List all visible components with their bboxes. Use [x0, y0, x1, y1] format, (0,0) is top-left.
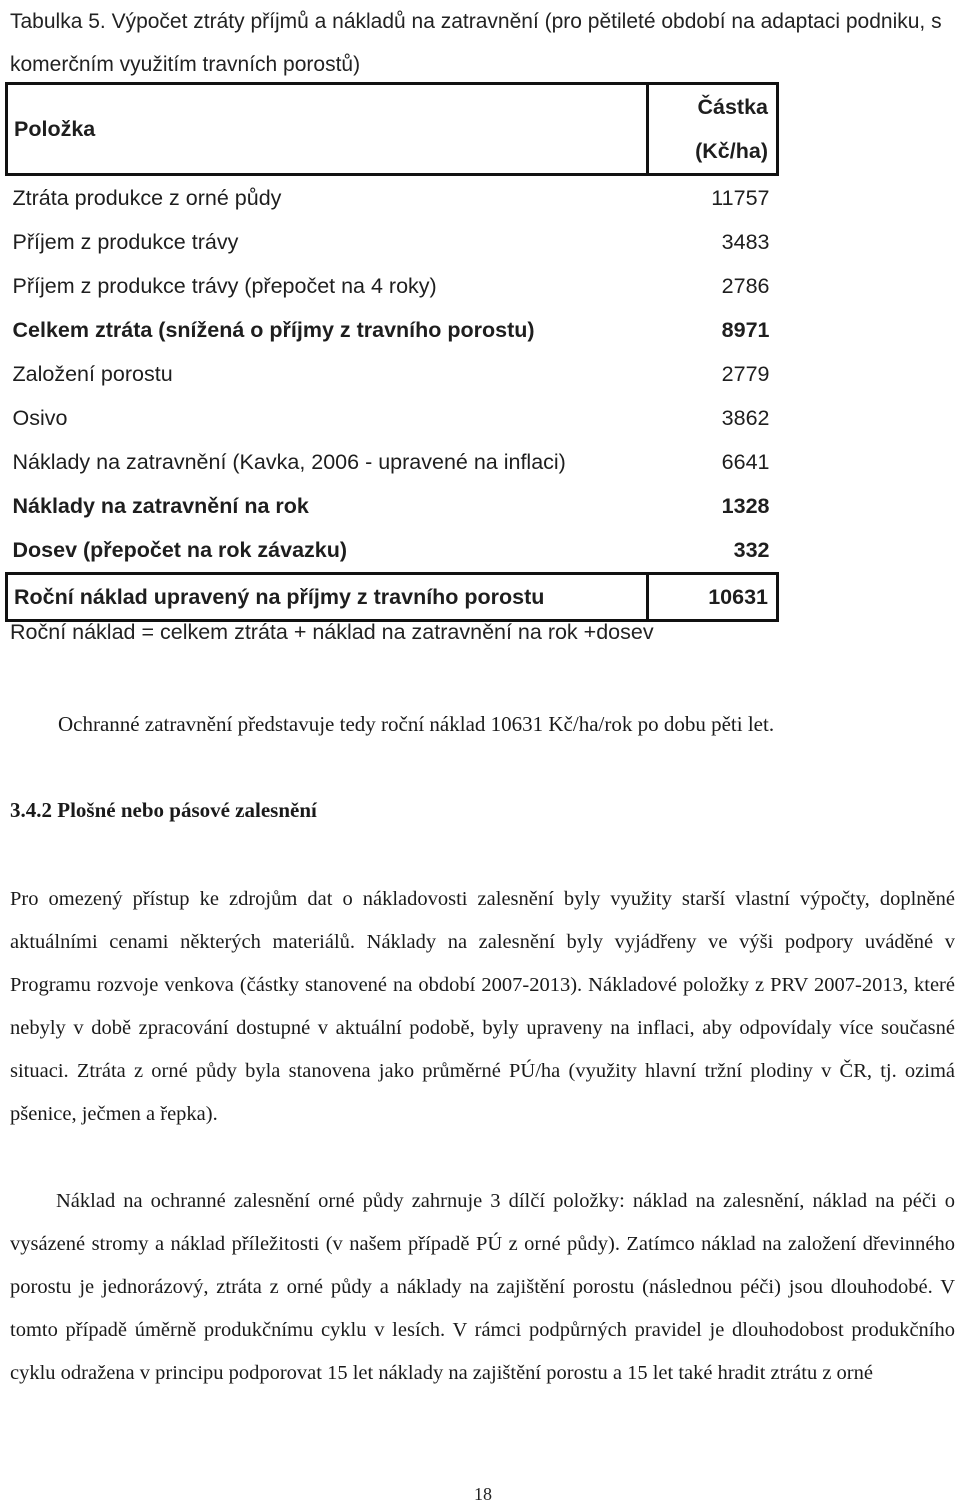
table-row — [7, 264, 778, 308]
table-row — [7, 175, 778, 221]
row-label: Příjem z produkce trávy — [12, 229, 239, 254]
row-value: 6641 — [721, 449, 770, 474]
row-label: Příjem z produkce trávy (přepočet na 4 roky) — [12, 273, 437, 298]
row-value: 11757 — [711, 185, 770, 210]
table-row-resowing — [7, 528, 778, 574]
header-amount-line2: (Kč/ha) — [695, 139, 768, 163]
row-value: 8971 — [721, 317, 770, 342]
table-note: Roční náklad = celkem ztráta + náklad na zatravnění na rok +dosev — [10, 620, 654, 644]
table-row — [7, 396, 778, 440]
section-heading: 3.4.2 Plošné nebo pásové zalesnění — [10, 798, 317, 822]
summary-sentence: Ochranné zatravnění představuje tedy roční náklad 10631 Kč/ha/rok po dobu pěti let. — [58, 712, 775, 736]
row-label: Dosev (přepočet na rok závazku) — [12, 537, 348, 562]
header-amount-line1: Částka — [697, 95, 768, 119]
table-caption: Tabulka 5. Výpočet ztráty příjmů a nákladů na zatravnění (pro pětileté období na adaptaci podniku, s komerčním využitím travních porostů) — [10, 10, 942, 76]
row-label: Roční náklad upravený na příjmy z travního porostu — [7, 574, 648, 621]
header-amount — [648, 84, 778, 175]
row-label: Založení porostu — [12, 361, 173, 386]
table-row — [7, 352, 778, 396]
row-label: Osivo — [12, 405, 68, 430]
row-value: 2786 — [721, 273, 770, 298]
table-row — [7, 220, 778, 264]
table-row — [7, 440, 778, 484]
cost-table — [5, 82, 779, 622]
row-label: Náklady na zatravnění (Kavka, 2006 - upravené na inflaci) — [12, 449, 566, 474]
row-value: 332 — [733, 537, 770, 562]
body-paragraph: Pro omezený přístup ke zdrojům dat o nákladovosti zalesnění byly využity starší vlastní výpočty, doplněné aktuálními cenami některých materiálů. Náklady na zalesnění byly vyjádřeny ve výši podpory uváděné v Programu rozvoje venkova (částky stanovené na období 2007-2013). Nákladové položky z PRV 2007-2013, které nebyly v době zpracování dostupné v aktuální podobě, byly upraveny na inflaci, aby odpovídaly více současné situaci. Ztráta z orné půdy byla stanovena jako průměrné PÚ/ha (využity hlavní tržní plodiny v ČR, tj. ozimá pšenice, ječmen a řepka). — [10, 888, 955, 1125]
table-header-row — [7, 84, 778, 175]
table-row-final-total — [7, 574, 778, 621]
table-row-total-loss — [7, 308, 778, 352]
page-number: 18 — [474, 1484, 492, 1504]
row-value: 3483 — [721, 229, 770, 254]
body-paragraph: Náklad na ochranné zalesnění orné půdy zahrnuje 3 dílčí položky: náklad na zalesnění, náklad na péči o vysázené stromy a náklad příležitosti (v našem případě PÚ z orné půdy). Zatímco náklad na založení dřevinného porostu je jednorázový, ztráta z orné půdy a náklady na zajištění porostu (následnou péči) jsou dlouhodobé. V tomto případě úměrně produkčnímu cyklu v lesích. V rámci podpůrných pravidel je dlouhodobost produkčního cyklu odražena v principu podporovat 15 let náklady na zajištění porostu a 15 let také hradit ztrátu z orné — [10, 1190, 955, 1384]
row-label: Celkem ztráta (snížená o příjmy z travního porostu) — [12, 317, 535, 342]
row-value: 1328 — [721, 493, 770, 518]
row-label: Ztráta produkce z orné půdy — [12, 185, 282, 210]
table-row-annual-cost — [7, 484, 778, 528]
row-value: 3862 — [721, 405, 770, 430]
row-label: Náklady na zatravnění na rok — [12, 493, 309, 518]
row-value: 10631 — [648, 574, 778, 621]
header-item: Položka — [7, 84, 648, 175]
row-value: 2779 — [721, 361, 770, 386]
